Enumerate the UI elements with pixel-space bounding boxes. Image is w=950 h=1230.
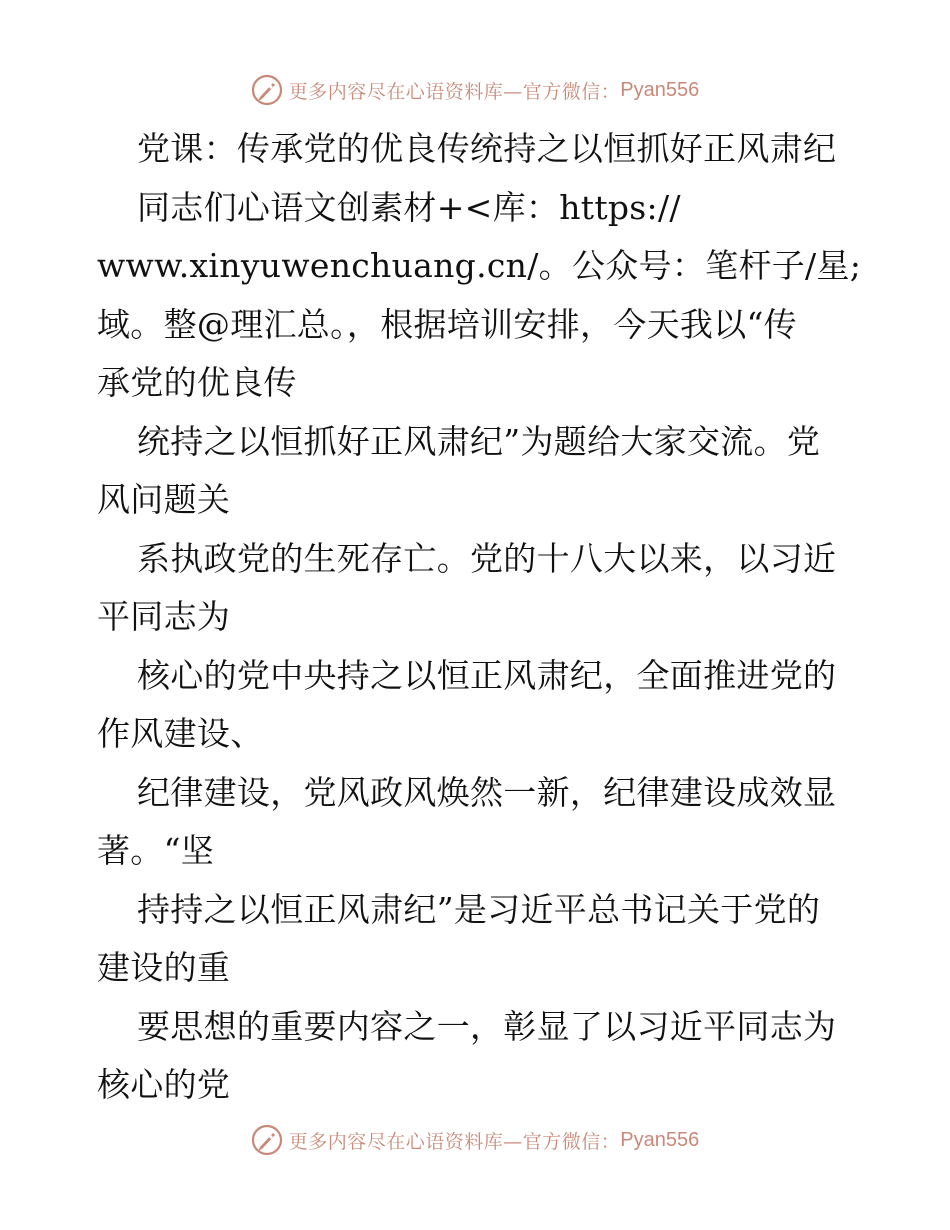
header-watermark-banner bbox=[0, 70, 950, 110]
paragraph-line: 域。整@理汇总。，根据培训安排，今天我以“传 bbox=[97, 304, 797, 344]
paragraph-line: 纪律建设，党风政风焕然一新，纪律建设成效显 bbox=[137, 772, 837, 812]
paragraph-line: www.xinyuwenchuang.cn/。公众号：笔杆子/星; bbox=[97, 246, 862, 285]
paragraph-line: 作风建设、 bbox=[97, 714, 264, 753]
paragraph-line: 核心的党中央持之以恒正风肃纪，全面推进党的 bbox=[137, 655, 837, 695]
paragraph-line: 持持之以恒正风肃纪”是习近平总书记关于党的 bbox=[137, 889, 821, 929]
feather-pen-logo-icon bbox=[251, 74, 283, 106]
feather-pen-logo-icon bbox=[251, 1124, 283, 1156]
paragraph-line: 系执政党的生死存亡。党的十八大以来，以习近 bbox=[137, 538, 837, 578]
paragraph-line: 著。“坚 bbox=[97, 831, 215, 870]
document-body bbox=[97, 120, 862, 1115]
footer-watermark-banner bbox=[0, 1120, 950, 1160]
paragraph-line: 要思想的重要内容之一，彰显了以习近平同志为 bbox=[137, 1006, 837, 1046]
paragraph-line: 同志们心语文创素材+<库：https:// bbox=[137, 187, 681, 227]
paragraph-line: 建设的重 bbox=[97, 948, 231, 987]
paragraph-line: 风问题关 bbox=[97, 480, 231, 519]
banner-text: 更多内容尽在心语资料库—官方微信： bbox=[288, 1130, 621, 1153]
banner-wechat-id: Pyan556 bbox=[620, 78, 700, 101]
paragraph-line: 核心的党 bbox=[97, 1065, 231, 1104]
paragraph-line: 承党的优良传 bbox=[97, 363, 297, 402]
document-title: 党课：传承党的优良传统持之以恒抓好正风肃纪 bbox=[137, 129, 837, 168]
banner-text: 更多内容尽在心语资料库—官方微信： bbox=[288, 80, 621, 103]
banner-wechat-id: Pyan556 bbox=[620, 1128, 700, 1151]
paragraph-line: 平同志为 bbox=[97, 597, 231, 636]
paragraph-line: 统持之以恒抓好正风肃纪”为题给大家交流。党 bbox=[137, 421, 821, 461]
